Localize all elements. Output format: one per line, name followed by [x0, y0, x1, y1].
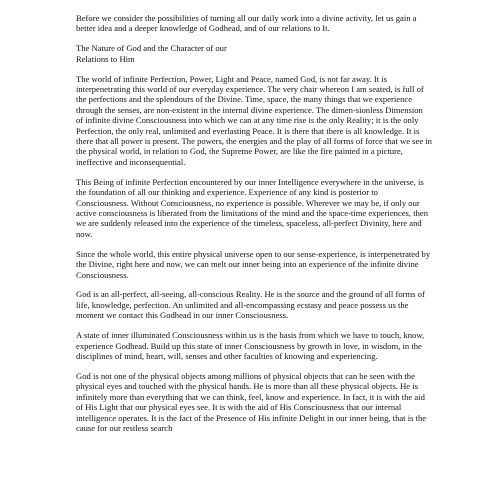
body-paragraph: God is not one of the physical objects among millions of physical objects that can be seen with the physical eyes and touched with the physical hands. He is more than all these physical objects. He is infinitely more than everything that we can think, feel, know and experience. In fact, it is with the aid of His Light that our physical eyes see. It is with the aid of His Consciousness that our internal intelligence operates. It is the fact of the Presence of His infinite Delight in our inner being, that is the cause for our restless search	[76, 370, 427, 433]
document-body	[76, 13, 432, 443]
body-paragraph: This Being of infinite Perfection encountered by our inner Intelligence everywhere in the universe, is the foundation of all our thinking and experience. Experience of any kind is posterior to Consciousness. Without Consciousness, no experience is possible. Wherever we may be, if only our active consciousness is liberated from the limitations of the mind and the space-time experiences, then we are suddenly released into the experience of the timeless, spaceless, all-perfect Divinity, here and now.	[76, 176, 428, 239]
body-paragraph: Since the whole world, this entire physical universe open to our sense-experience, is interpenetrated by the Divine, right here and now, we can melt our inner being into an experience of the infinite divine Consciousness.	[76, 248, 431, 280]
body-paragraph: The world of infinite Perfection, Power, Light and Peace, named God, is not far away. It is interpenetrating this world of our everyday experience. The very chair whereon I am seated, is full of the perfections and the splendours of the Divine. Time, space, the many things that we experience through the senses, are non-existent in the internal divine experience. The dimen-sionless Dimension of infinite divine Consciousness into which we can at any time rise is the only Reality; it is the only Perfection, the only real, unlimited and everlasting Peace. It is there that there is all knowledge. It is there that all power is present. The powers, the energies and the play of all forms of force that we see in the physical world, in relation to God, the Supreme Power, are like the fire painted in a picture, ineffective and inconsequential.	[76, 73, 432, 167]
intro-paragraph: Before we consider the possibilities of turning all our daily work into a divine activity, let us gain a better idea and a deeper knowledge of Godhead, and of our relations to It.	[76, 13, 417, 34]
section-heading-line-1: The Nature of God and the Character of our	[76, 43, 227, 54]
body-paragraph: A state of inner illuminated Consciousness within us is the basis from which we have to touch, know, experience Godhead. Build up this state of inner Consciousness by growth in love, in wisdom, in the disciplines of mind, heart, will, senses and other faculties of knowing and experiencing.	[76, 330, 425, 361]
body-paragraph: God is an all-perfect, all-seeing, all-conscious Reality. He is the source and the ground of all forms of life, knowledge, perfection. An unlimited and all-encompassing ecstasy and peace possess us the moment we contact this Godhead in our inner Consciousness.	[76, 289, 425, 321]
section-heading-line-2: Relations to Him	[76, 53, 135, 64]
section-heading	[76, 43, 432, 64]
